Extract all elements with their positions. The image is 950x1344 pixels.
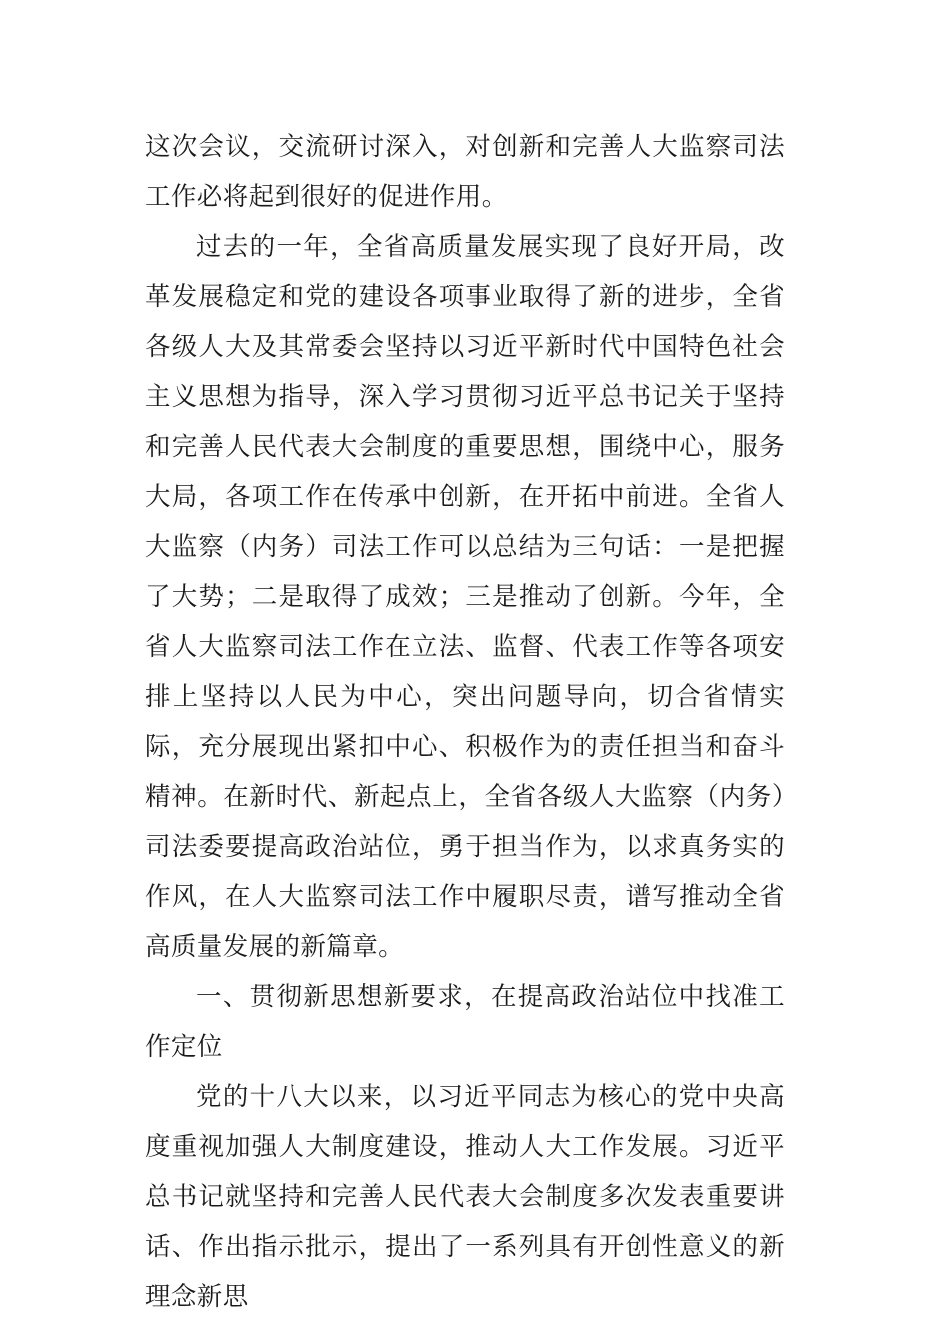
section-heading-1: 一、贯彻新思想新要求，在提高政治站位中找准工作定位 [145, 982, 785, 1062]
paragraph-1: 这次会议，交流研讨深入，对创新和完善人大监察司法工作必将起到很好的促进作用。 [145, 132, 785, 212]
paragraph-3: 党的十八大以来，以习近平同志为核心的党中央高度重视加强人大制度建设，推动人大工作发展。习近平总书记就坚持和完善人民代表大会制度多次发表重要讲话、作出指示批示，提出了一系列具有开创性意义的新理念新思 [145, 1082, 785, 1312]
document-body [145, 122, 785, 1322]
paragraph-2: 过去的一年，全省高质量发展实现了良好开局，改革发展稳定和党的建设各项事业取得了新的进步，全省各级人大及其常委会坚持以习近平新时代中国特色社会主义思想为指导，深入学习贯彻习近平总书记关于坚持和完善人民代表大会制度的重要思想，围绕中心，服务大局，各项工作在传承中创新，在开拓中前进。全省人大监察（内务）司法工作可以总结为三句话：一是把握了大势；二是取得了成效；三是推动了创新。今年，全省人大监察司法工作在立法、监督、代表工作等各项安排上坚持以人民为中心，突出问题导向，切合省情实际，充分展现出紧扣中心、积极作为的责任担当和奋斗精神。在新时代、新起点上，全省各级人大监察（内务）司法委要提高政治站位，勇于担当作为，以求真务实的作风，在人大监察司法工作中履职尽责，谱写推动全省高质量发展的新篇章。 [145, 232, 785, 962]
